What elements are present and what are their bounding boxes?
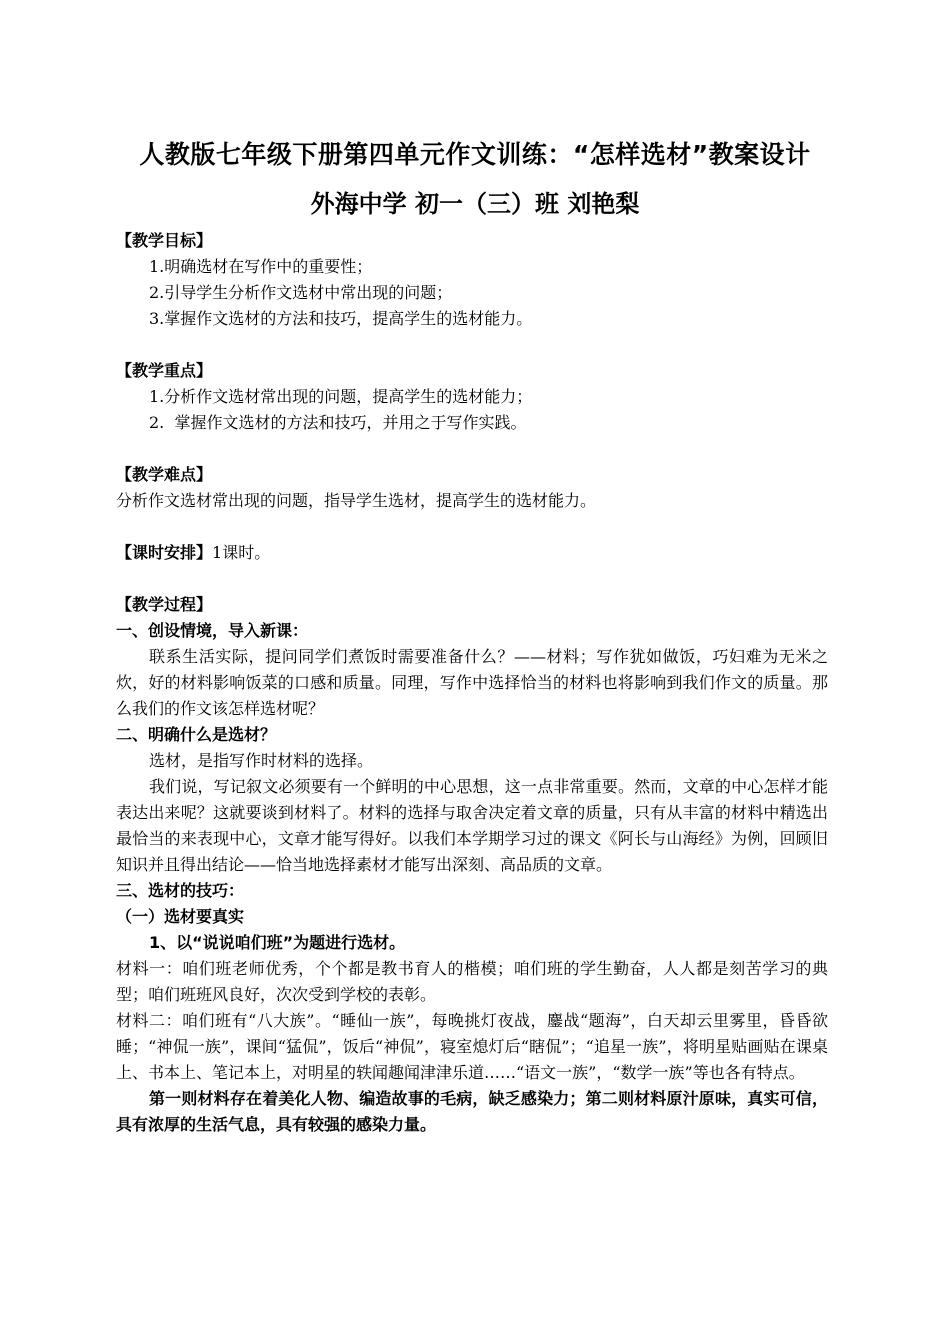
key-points-heading: 【教学重点】 [116, 361, 213, 380]
document-title: 人教版七年级下册第四单元作文训练：“怎样选材”教案设计 [139, 140, 811, 169]
schedule-line [116, 540, 828, 566]
section-heading: 一、创设情境，导入新课： [116, 621, 309, 640]
difficulties-heading: 【教学难点】 [116, 465, 213, 484]
spacer [116, 514, 828, 540]
spacer [116, 566, 828, 592]
subsection-heading: （一）选材要真实 [116, 907, 245, 926]
paragraph: 联系生活实际，提问同学们煮饭时需要准备什么？——材料；写作犹如做饭，巧妇难为无米之炊，好的材料影响饭菜的口感和质量。同理，写作中选择恰当的材料也将影响到我们作文的质量。那么我们的作文该怎样选材呢？ [116, 647, 828, 718]
paragraph: 我们说，写记叙文必须要有一个鲜明的中心思想，这一点非常重要。然而，文章的中心怎样才能表达出来呢？这就要谈到材料了。材料的选择与取舍决定着文章的质量，只有从丰富的材料中精选出最恰当的来表现中心，文章才能写得好。以我们本学期学习过的课文《阿长与山海经》为例，回顾旧知识并且得出结论——恰当地选择素材才能写出深刻、高品质的文章。 [116, 777, 828, 874]
exercise-item: 1、以“说说咱们班”为题进行选材。 [149, 933, 406, 952]
process-heading: 【教学过程】 [116, 595, 213, 614]
material-paragraph: 材料二：咱们班有“八大族”。“睡仙一族”，每晚挑灯夜战，鏖战“题海”，白天却云里雾里，昏昏欲睡；“神侃一族”，课间“猛侃”，饭后“神侃”，寝室熄灯后“瞎侃”；“追星一族”，将明星贴画贴在课桌上、书本上、笔记本上，对明星的轶闻趣闻津津乐道……“语文一族”，“数学一族”等也各有特点。 [116, 1011, 828, 1082]
difficulties-text: 分析作文选材常出现的问题，指导学生选材，提高学生的选材能力。 [116, 491, 597, 510]
section-heading: 三、选材的技巧： [116, 881, 245, 900]
goal-item: 2.引导学生分析作文选材中常出现的问题； [149, 283, 453, 302]
conclusion-paragraph: 第一则材料存在着美化人物、编造故事的毛病，缺乏感染力；第二则材料原汁原味，真实可信，具有浓厚的生活气息，具有较强的感染力量。 [116, 1089, 828, 1134]
spacer [116, 332, 828, 358]
goal-item: 1.明确选材在写作中的重要性； [149, 257, 373, 276]
section-heading: 二、明确什么是选材？ [116, 725, 277, 744]
paragraph: 选材，是指写作时材料的选择。 [149, 751, 374, 770]
document-body [116, 228, 828, 1138]
goals-heading: 【教学目标】 [116, 231, 213, 250]
key-point-item: 2. 掌握作文选材的方法和技巧，并用之于写作实践。 [149, 413, 527, 432]
goal-item: 3.掌握作文选材的方法和技巧，提高学生的选材能力。 [149, 309, 533, 328]
material-paragraph: 材料一：咱们班老师优秀，个个都是教书育人的楷模；咱们班的学生勤奋，人人都是刻苦学习的典型；咱们班班风良好，次次受到学校的表彰。 [116, 959, 828, 1004]
schedule-text: 1课时。 [212, 543, 271, 562]
key-point-item: 1.分析作文选材常出现的问题，提高学生的选材能力； [149, 387, 533, 406]
schedule-heading: 【课时安排】 [116, 543, 213, 562]
spacer [116, 436, 828, 462]
author-line: 外海中学 初一（三）班 刘艳梨 [310, 190, 640, 218]
